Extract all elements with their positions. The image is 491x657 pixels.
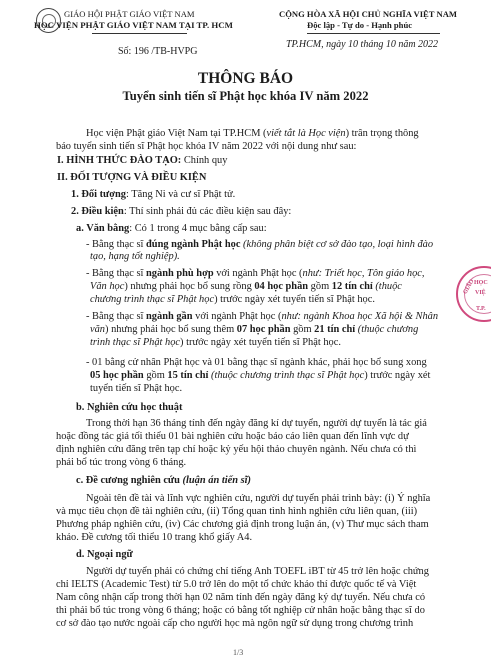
proposal-line-1: Ngoài tên đề tài và lĩnh vực nghiên cứu, người dự tuyển phải trình bày: (i) Ý nghĩa: [86, 493, 431, 504]
section-number: I.: [57, 155, 64, 166]
intro-abbrev: viết tắt là Học viện: [266, 128, 346, 139]
section-label: ĐỐI TƯỢNG VÀ ĐIỀU KIỆN: [70, 172, 207, 183]
language-line-3: Nam công nhận cấp trong thời hạn 02 năm tính đến ngày đăng ký dự tuyển. Nếu chưa có: [56, 592, 426, 603]
intro-line-1: [86, 128, 419, 140]
proposal-line-4: khảo. Đề cương tối thiểu 10 trang khổ giấy A4.: [56, 532, 253, 543]
note: trình thạc sĩ Phật học: [90, 337, 181, 348]
language-line-1: Người dự tuyển phải có chứng chỉ tiếng Anh TOEFL iBT từ 45 trở lên hoặc chứng: [86, 566, 429, 577]
emphasis: 15 tín chỉ: [167, 370, 209, 381]
proposal-line-2: và mục tiêu chọn đề tài nghiên cứu, (ii) Tổng quan tình hình nghiên cứu liên quan, (iii): [56, 506, 418, 517]
issue-date: TP.HCM, ngày 10 tháng 10 năm 2022: [286, 39, 439, 50]
text: với ngành Phật học (: [213, 268, 303, 279]
emphasis: 05 học phần: [90, 370, 144, 381]
org-line-1: GIÁO HỘI PHẬT GIÁO VIỆT NAM: [64, 9, 195, 19]
emphasis: đúng ngành Phật học: [146, 239, 241, 250]
text: - Bằng thạc sĩ: [86, 239, 147, 250]
text: gồm: [308, 281, 332, 292]
item-label: a. Văn bằng: [76, 223, 130, 234]
text: gồm: [290, 324, 315, 335]
heading-note: (luận án tiến sĩ): [182, 475, 251, 486]
text: ) trước ngày xét tuyển tiến sĩ Phật học.: [180, 337, 341, 348]
section-label: HÌNH THỨC ĐÀO TẠO:: [66, 155, 182, 166]
document-title: THÔNG BÁO: [197, 70, 294, 87]
note: (thuộc: [372, 281, 402, 292]
text: với ngành Phật học (: [192, 311, 282, 322]
emphasis: 07 học phần: [236, 324, 291, 335]
degree-option-1-cont: tạo, hạng tốt nghiệp).: [90, 251, 180, 262]
emphasis: 04 học phần: [254, 281, 309, 292]
seal-text: GIÁO: [462, 278, 476, 296]
note: chương trình thạc sĩ Phật học: [90, 294, 215, 305]
republic-line-1: CỘNG HÒA XÃ HỘI CHỦ NGHĨA VIỆT NAM: [279, 9, 458, 19]
language-line-4: thì phải bổ túc trong vòng 6 tháng; hoặc có bằng tốt nghiệp cử nhân hoặc bằng thạc sĩ do: [56, 605, 425, 616]
note: như: Triết học, Tôn giáo học,: [302, 268, 425, 279]
seal-text: VIỆ: [475, 290, 486, 296]
dieu-kien: [71, 206, 291, 218]
text: ) trước ngày xét tuyển tiến sĩ Phật học.: [214, 294, 375, 305]
note: (thuộc chương: [355, 324, 419, 335]
text: - Bằng thạc sĩ: [86, 311, 147, 322]
document-subtitle: Tuyển sinh tiến sĩ Phật học khóa IV năm 2022: [122, 89, 369, 103]
text: ) nhưng phải học bổ sung thêm: [105, 324, 237, 335]
header-right-rule: [307, 33, 440, 34]
van-bang: [76, 223, 267, 235]
research-line-4: phải bổ túc trong vòng 6 tháng.: [56, 457, 187, 468]
seal-text: HỌC: [474, 280, 488, 286]
emphasis: ngành gần: [146, 311, 193, 322]
intro-line-2: báo tuyển sinh tiến sĩ Phật học khóa IV năm 2022 với nội dung như sau:: [56, 141, 357, 152]
item-value: : Có 1 trong 4 mục bằng cấp sau:: [129, 223, 267, 234]
official-seal-stamp: [456, 266, 491, 322]
section-value: Chính quy: [181, 155, 228, 166]
intro-text: Học viện Phật giáo Việt Nam tại TP.HCM (: [86, 128, 267, 139]
research-line-1: Trong thời hạn 36 tháng tính đến ngày đăng kí dự tuyển, người dự tuyển là tác giả: [86, 418, 427, 429]
language-line-2: chỉ IELTS (Academic Test) từ 5.0 trở lên do một tổ chức khảo thí được quốc tế và Việt: [56, 579, 417, 590]
section-1-heading: [57, 155, 227, 167]
note: văn: [90, 324, 106, 335]
degree-option-4-cont2: tuyển tiến sĩ Phật học.: [90, 383, 183, 394]
doi-tuong: [71, 189, 235, 201]
degree-option-2-cont2: [90, 294, 375, 306]
section-number: II.: [57, 172, 68, 183]
item-value: : Thí sinh phải đủ các điều kiện sau đây:: [123, 206, 292, 217]
text: ) trước ngày xét: [364, 370, 431, 381]
degree-option-3: [86, 311, 438, 323]
text: ) nhưng phải học bổ sung rồng: [124, 281, 255, 292]
item-label: 2. Điều kiện: [71, 206, 124, 217]
heading-text: c. Đề cương nghiên cứu: [76, 475, 183, 486]
item-value: : Tăng Ni và cư sĩ Phật tử.: [126, 189, 236, 200]
proposal-heading: [76, 475, 251, 487]
degree-option-3-cont2: [90, 337, 341, 349]
degree-option-1: [86, 239, 433, 251]
document-number: Số: 196 /TB-HVPG: [118, 46, 198, 57]
note: (thuộc chương trình thạc sĩ Phật học: [208, 370, 365, 381]
research-line-3: định nghiên cứu đăng trên tạp chí hoặc kỷ yếu hội thảo chuyên ngành. Nếu chưa có thì: [56, 444, 417, 455]
section-2-heading: [57, 172, 206, 184]
org-line-2: HỌC VIỆN PHẬT GIÁO VIỆT NAM TẠI TP. HCM: [34, 20, 233, 30]
degree-option-4-cont: [90, 370, 430, 382]
seal-text: T.P.: [476, 306, 486, 312]
emphasis: ngành phù hợp: [146, 268, 214, 279]
text: gồm: [143, 370, 168, 381]
item-label: 1. Đối tượng: [71, 189, 126, 200]
note: Văn học: [90, 281, 125, 292]
republic-line-2: Độc lập - Tự do - Hạnh phúc: [307, 20, 413, 30]
note: (không phân biệt cơ sở đào tạo, loại hình đào: [240, 239, 434, 250]
text: - Bằng thạc sĩ: [86, 268, 147, 279]
degree-option-2: [86, 268, 425, 280]
language-heading: d. Ngoại ngữ: [76, 549, 133, 560]
language-line-5: cơ sở đào tạo nước ngoài cấp cho người học mà ngôn ngữ sử dụng trong chương trình: [56, 618, 414, 629]
intro-text: ) trân trọng thông: [345, 128, 419, 139]
emphasis: 12 tín chỉ: [331, 281, 373, 292]
proposal-line-3: Phương pháp nghiên cứu, (iv) Các chương giả định trong luận án, (v) Thư mục sách tham: [56, 519, 429, 530]
degree-option-4: - 01 bằng cử nhân Phật học và 01 bằng thạc sĩ ngành khác, phải học bổ sung xong: [86, 357, 427, 368]
degree-option-3-cont: [90, 324, 418, 336]
header-left-rule: [92, 33, 187, 34]
note: như: ngành Khoa học Xã hội & Nhân: [281, 311, 439, 322]
research-line-2: hoặc đồng tác giả tối thiểu 01 bài nghiên cứu hoặc báo cáo liên quan đến lĩnh vực dự: [56, 431, 409, 442]
page-number: 1/3: [233, 648, 244, 657]
research-heading: b. Nghiên cứu học thuật: [76, 402, 183, 413]
degree-option-2-cont: [90, 281, 402, 293]
emphasis: 21 tín chỉ: [314, 324, 356, 335]
